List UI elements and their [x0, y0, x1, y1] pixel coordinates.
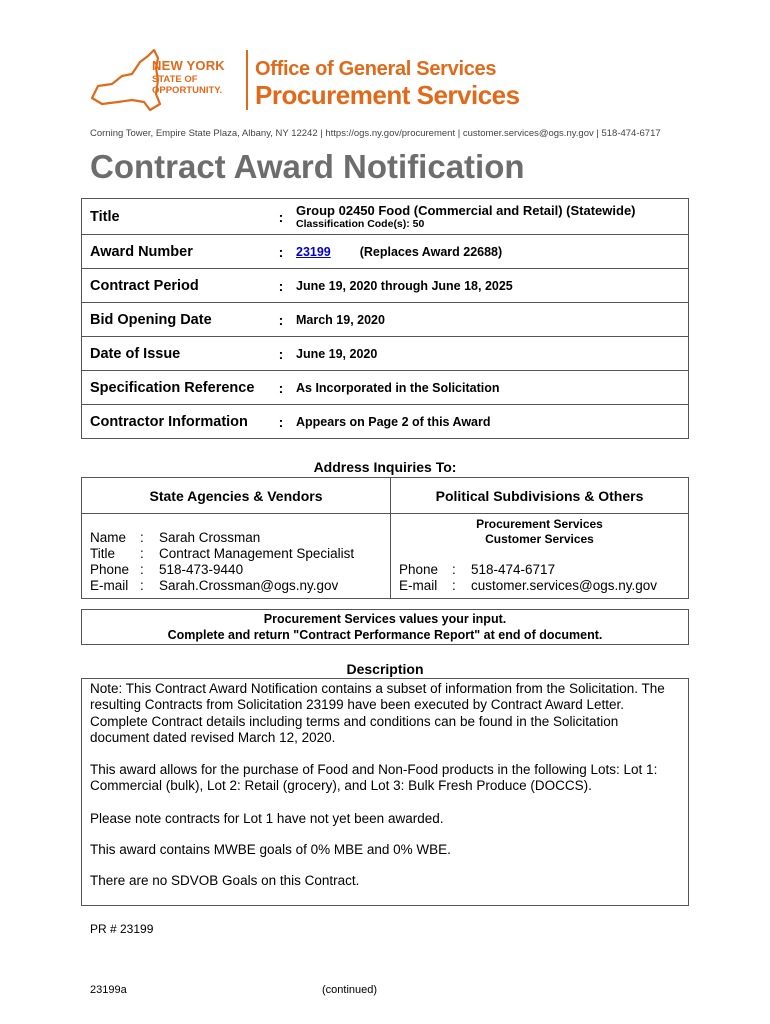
colon: : — [140, 546, 144, 561]
colon: : — [140, 562, 144, 577]
award-info-table — [81, 198, 689, 439]
page-id: 23199a — [90, 984, 127, 996]
colon: : — [140, 530, 144, 545]
award-replaces: (Replaces Award 22688) — [359, 244, 503, 259]
award-number-link[interactable]: 23199 — [296, 244, 331, 259]
bid-label: Bid Opening Date — [82, 303, 271, 337]
title-key: Title — [90, 546, 116, 561]
address-table — [81, 477, 689, 599]
logo-divider — [246, 50, 248, 110]
colon: : — [140, 578, 144, 593]
bid-value: March 19, 2020 — [292, 303, 689, 337]
info-row-title — [82, 199, 689, 235]
colon: : — [452, 562, 456, 577]
political-subdivisions-header: Political Subdivisions & Others — [391, 478, 689, 514]
colon: : — [270, 269, 292, 303]
page-title: Contract Award Notification — [90, 148, 525, 185]
colon: : — [452, 578, 456, 593]
colon: : — [270, 337, 292, 371]
contact-email: Sarah.Crossman@ogs.ny.gov — [159, 578, 339, 593]
contact-line: Corning Tower, Empire State Plaza, Albany, NY 12242 | https://ogs.ny.gov/procurement | customer.services@ogs.ny.gov | 518-474-6717 — [90, 128, 661, 139]
spec-value: As Incorporated in the Solicitation — [292, 371, 689, 405]
description-paragraph-3: Please note contracts for Lot 1 have not yet been awarded. — [90, 810, 444, 826]
issue-label: Date of Issue — [82, 337, 271, 371]
award-label: Award Number — [82, 235, 271, 269]
title-label: Title — [82, 199, 271, 235]
phone-key: Phone — [90, 562, 130, 577]
info-row-issue — [82, 337, 689, 371]
state-of-text: STATE OF — [152, 74, 198, 85]
state-agencies-header: State Agencies & Vendors — [82, 478, 391, 514]
title-value: Group 02450 Food (Commercial and Retail) (Statewide) — [296, 203, 636, 218]
procurement-services-line: Procurement Services — [476, 517, 603, 531]
cs-email: customer.services@ogs.ny.gov — [471, 578, 658, 593]
description-paragraph-4: This award contains MWBE goals of 0% MBE and 0% WBE. — [90, 842, 451, 858]
state-contact-block — [82, 514, 391, 599]
colon: : — [270, 303, 292, 337]
spec-label: Specification Reference — [82, 371, 271, 405]
division-name: Procurement Services — [255, 80, 520, 110]
info-row-contractor — [82, 405, 689, 439]
address-heading: Address Inquiries To: — [313, 459, 457, 475]
description-paragraph-2: This award allows for the purchase of Food and Non-Food products in the following Lots: Lot 1: Commercial (bulk), Lot 2: Retail (grocery), and Lot 3: Bulk Fresh Produce (DOCCS). — [90, 762, 658, 794]
period-label: Contract Period — [82, 269, 271, 303]
contact-phone: 518-473-9440 — [159, 562, 244, 577]
colon: : — [270, 405, 292, 439]
classification-code: Classification Code(s): 50 — [296, 218, 425, 230]
contact-name: Sarah Crossman — [159, 530, 261, 545]
feedback-line-2: Complete and return "Contract Performance Report" at end of document. — [167, 628, 603, 642]
period-value: June 19, 2020 through June 18, 2025 — [292, 269, 689, 303]
description-heading: Description — [346, 661, 424, 677]
email-key: E-mail — [90, 578, 129, 593]
opportunity-text: OPPORTUNITY. — [152, 85, 223, 96]
feedback-notice-box — [81, 609, 689, 645]
customer-services-line: Customer Services — [485, 532, 594, 546]
r-email-key: E-mail — [399, 578, 438, 593]
info-row-period — [82, 269, 689, 303]
ny-wordmark: NEW YORK — [152, 58, 225, 73]
colon: : — [270, 199, 292, 235]
contractor-label: Contractor Information — [82, 405, 271, 439]
info-row-bid — [82, 303, 689, 337]
continued-text: (continued) — [322, 984, 378, 996]
pr-number: PR # 23199 — [90, 922, 154, 936]
customer-services-block — [391, 514, 689, 599]
description-paragraph-1: Note: This Contract Award Notification contains a subset of information from the Solicitation. The resulting Contracts from Solicitation 23199 have been executed by Contract Award Letter. Complete Contract details including terms and conditions can be found in the Solicitation document dated revised March 12, 2020. — [90, 681, 665, 745]
info-row-award — [82, 235, 689, 269]
description-box — [81, 678, 689, 906]
contractor-value: Appears on Page 2 of this Award — [292, 405, 689, 439]
r-phone-key: Phone — [399, 562, 439, 577]
cs-phone: 518-474-6717 — [471, 562, 556, 577]
name-key: Name — [90, 530, 127, 545]
colon: : — [270, 235, 292, 269]
feedback-line-1: Procurement Services values your input. — [263, 612, 507, 626]
issue-value: June 19, 2020 — [292, 337, 689, 371]
info-row-spec — [82, 371, 689, 405]
contact-title: Contract Management Specialist — [159, 546, 355, 561]
office-name: Office of General Services — [255, 58, 497, 80]
colon: : — [270, 371, 292, 405]
description-paragraph-5: There are no SDVOB Goals on this Contract. — [90, 873, 360, 889]
